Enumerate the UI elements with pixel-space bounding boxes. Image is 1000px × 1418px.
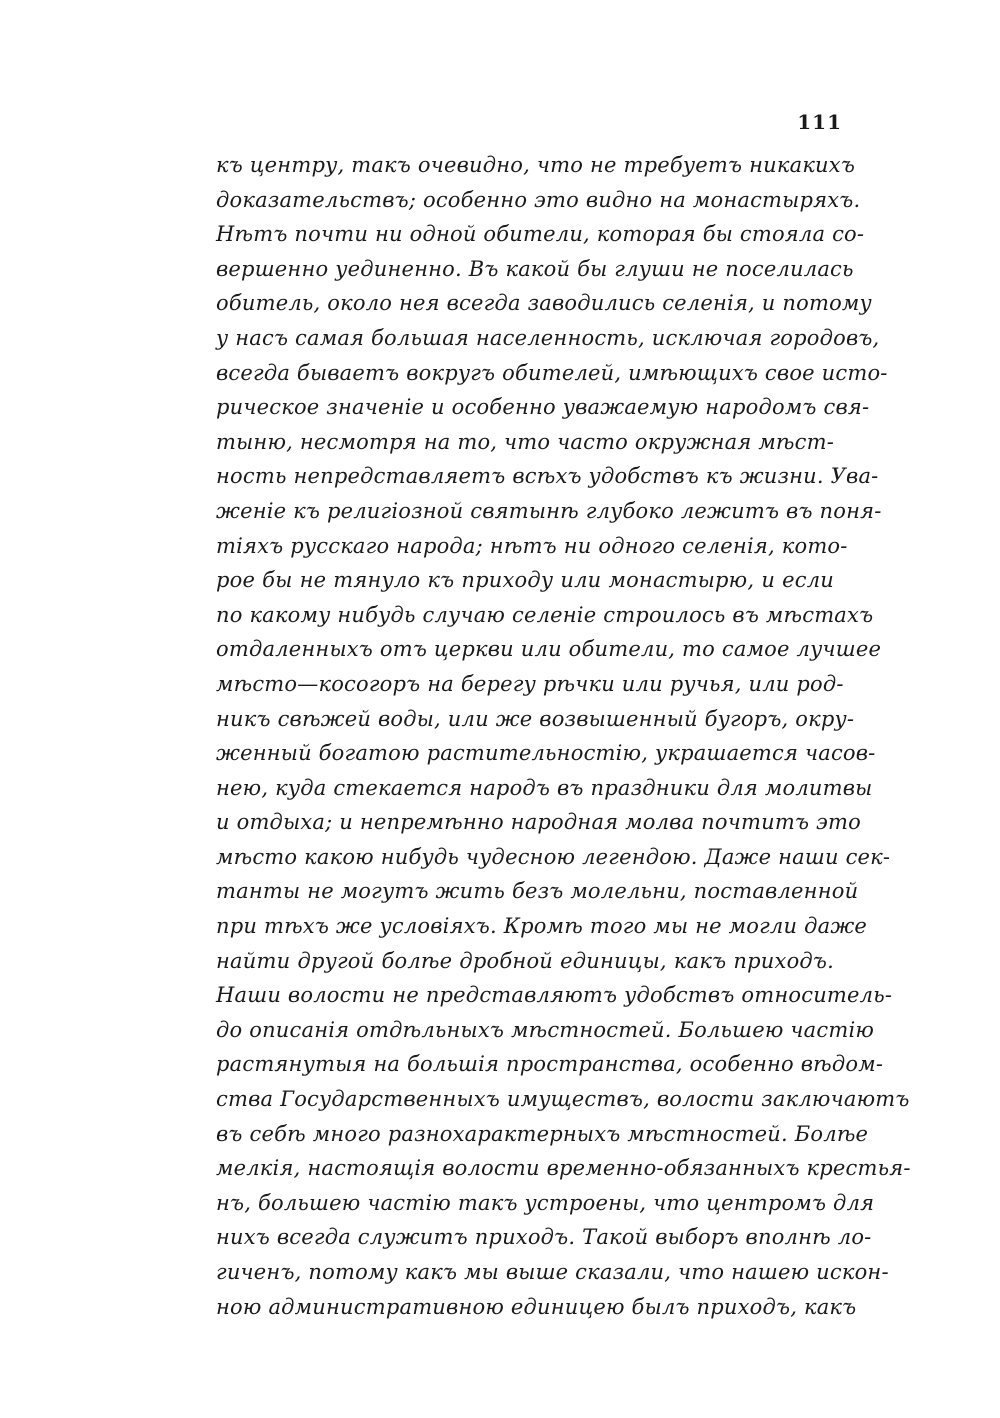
text-line: рическое значеніе и особенно уважаемую народомъ свя- bbox=[216, 395, 870, 420]
body-text bbox=[216, 148, 911, 1324]
text-line: тыню, несмотря на то, что часто окружная мѣст- bbox=[216, 429, 835, 454]
text-line: по какому нибудь случаю селеніе строилось въ мѣстахъ bbox=[216, 602, 874, 627]
text-line: нихъ всегда служитъ приходъ. Такой выборъ вполнѣ ло- bbox=[216, 1225, 872, 1250]
text-line: танты не могутъ жить безъ молельни, поставленной bbox=[216, 879, 859, 904]
text-line: рое бы не тянуло къ приходу или монастырю, и если bbox=[216, 568, 834, 593]
text-line: гиченъ, потому какъ мы выше сказали, что нашею искон- bbox=[216, 1260, 889, 1284]
page-number: 111 bbox=[797, 110, 842, 134]
text-line: мѣсто какою нибудь чудесною легендою. Даже наши сек- bbox=[216, 844, 891, 869]
text-line: до описанія отдѣльныхъ мѣстностей. Большею частію bbox=[216, 1017, 875, 1042]
text-line: мелкія, настоящія волости временно-обязанныхъ крестья- bbox=[216, 1156, 911, 1181]
text-line: никъ свѣжей воды, или же возвышенный бугоръ, окру- bbox=[216, 706, 855, 731]
text-line: найти другой болѣе дробной единицы, какъ приходъ. bbox=[216, 948, 834, 973]
text-line: вершенно уединенно. Въ какой бы глуши не поселилась bbox=[216, 256, 854, 281]
text-line: у насъ самая большая населенность, исключая городовъ, bbox=[216, 325, 880, 350]
text-line: обитель, около нея всегда заводились селенія, и потому bbox=[216, 291, 872, 316]
text-line: женіе къ религіозной святынѣ глубоко лежитъ въ поня- bbox=[216, 498, 882, 523]
text-line: нъ, большею частію такъ устроены, что центромъ для bbox=[216, 1190, 875, 1215]
text-line: при тѣхъ же условіяхъ. Кромѣ того мы не могли даже bbox=[216, 914, 868, 939]
text-line: и отдыха; и непремѣнно народная молва почтитъ это bbox=[216, 810, 861, 835]
text-line: отдаленныхъ отъ церкви или обители, то самое лучшее bbox=[216, 637, 882, 662]
text-line: мѣсто—косогоръ на берегу рѣчки или ручья, или род- bbox=[216, 671, 844, 696]
text-line: въ себѣ много разнохарактерныхъ мѣстностей. Болѣе bbox=[216, 1121, 869, 1146]
text-line: женный богатою растительностію, украшается часов- bbox=[216, 741, 876, 766]
text-line: Нѣтъ почти ни одной обители, которая бы стояла со- bbox=[216, 222, 865, 247]
text-line: ства Государственныхъ имуществъ, волости заключаютъ bbox=[216, 1087, 910, 1112]
text-line: растянутыя на большія пространства, особенно вѣдом- bbox=[216, 1052, 884, 1077]
text-line: всегда бываетъ вокругъ обителей, имѣющихъ свое исто- bbox=[216, 360, 888, 385]
text-line: тіяхъ русскаго народа; нѣтъ ни одного селенія, кото- bbox=[216, 533, 848, 558]
text-line: къ центру, такъ очевидно, что не требуетъ никакихъ bbox=[216, 153, 856, 177]
text-line: нею, куда стекается народъ въ праздники для молитвы bbox=[216, 775, 873, 800]
text-line: ною административною единицею былъ приходъ, какъ bbox=[216, 1294, 857, 1319]
text-line: доказательствъ; особенно это видно на монастыряхъ. bbox=[216, 187, 861, 212]
text-line: ность непредставляетъ всѣхъ удобствъ къ жизни. Ува- bbox=[216, 464, 879, 489]
text-line: Наши волости не представляютъ удобствъ относитель- bbox=[216, 983, 893, 1008]
